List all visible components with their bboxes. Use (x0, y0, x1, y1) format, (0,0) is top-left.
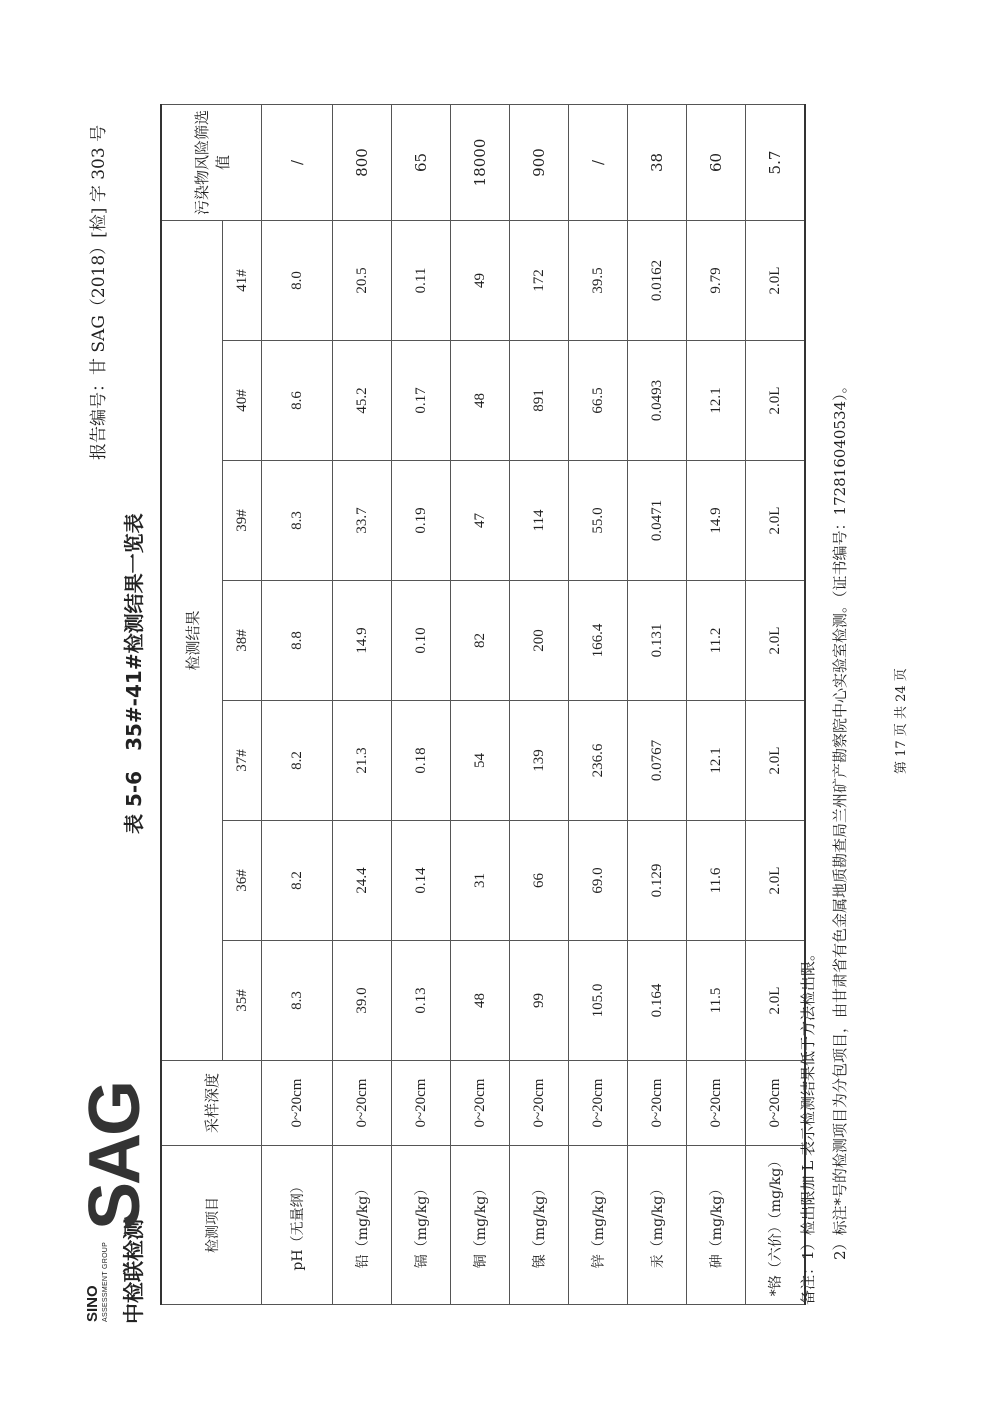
row-item: *铬（六价）（mg/kg） (746, 1146, 806, 1305)
row-value: 0.164 (628, 941, 687, 1061)
row-value: 48 (451, 341, 510, 461)
header-sample: 41# (223, 221, 262, 341)
row-value: 69.0 (569, 821, 628, 941)
note-2: 2）标注*号的检测项目为分包项目，由甘肃省有色金属地质勘查局兰州矿产勘察院中心实验室检测。（证书编号：172816040534）。 (831, 378, 849, 1305)
row-value: 20.5 (333, 221, 392, 341)
row-value: 0.19 (392, 461, 451, 581)
row-value: 66 (510, 821, 569, 941)
row-value: 2.0L (746, 581, 806, 701)
table-row (392, 105, 451, 1305)
row-value: 2.0L (746, 941, 806, 1061)
row-screening: 38 (628, 105, 687, 221)
row-depth: 0~20cm (746, 1061, 806, 1146)
row-value: 39.0 (333, 941, 392, 1061)
row-value: 21.3 (333, 701, 392, 821)
row-value: 114 (510, 461, 569, 581)
row-value: 0.14 (392, 821, 451, 941)
row-screening: 5.7 (746, 105, 806, 221)
header-sample: 36# (223, 821, 262, 941)
row-screening: 60 (687, 105, 746, 221)
row-value: 0.18 (392, 701, 451, 821)
row-value: 8.3 (262, 461, 333, 581)
row-value: 66.5 (569, 341, 628, 461)
row-value: 0.131 (628, 581, 687, 701)
row-item: 铜（mg/kg） (451, 1146, 510, 1305)
row-value: 82 (451, 581, 510, 701)
row-screening: / (569, 105, 628, 221)
page-number: 第 17 页 共 24 页 (894, 668, 909, 774)
report-number: 报告编号：甘 SAG（2018）[检] 字 303 号 (89, 124, 109, 460)
row-value: 0.10 (392, 581, 451, 701)
header-item: 检测项目 (161, 1146, 262, 1305)
table-row (262, 105, 333, 1305)
row-value: 14.9 (333, 581, 392, 701)
header-sample: 37# (223, 701, 262, 821)
row-value: 2.0L (746, 341, 806, 461)
row-value: 0.0767 (628, 701, 687, 821)
logo-sag: SAG (75, 1082, 155, 1230)
logo-group: ASSESSMENT GROUP (102, 1241, 109, 1322)
row-value: 200 (510, 581, 569, 701)
row-value: 139 (510, 701, 569, 821)
row-value: 0.11 (392, 221, 451, 341)
row-item: pH（无量纲） (262, 1146, 333, 1305)
row-value: 0.129 (628, 821, 687, 941)
header-sample: 40# (223, 341, 262, 461)
row-value: 8.6 (262, 341, 333, 461)
sag-logo (75, 1070, 155, 1330)
row-value: 14.9 (687, 461, 746, 581)
row-value: 48 (451, 941, 510, 1061)
row-value: 0.0493 (628, 341, 687, 461)
row-value: 12.1 (687, 341, 746, 461)
row-item: 锌（mg/kg） (569, 1146, 628, 1305)
row-depth: 0~20cm (628, 1061, 687, 1146)
row-depth: 0~20cm (687, 1061, 746, 1146)
row-value: 47 (451, 461, 510, 581)
row-value: 2.0L (746, 221, 806, 341)
table-row (333, 105, 392, 1305)
row-value: 8.2 (262, 821, 333, 941)
header-screening: 污染物风险筛选值 (161, 105, 262, 221)
row-value: 33.7 (333, 461, 392, 581)
row-screening: 800 (333, 105, 392, 221)
table-title: 表 5-6 35#-41#检测结果一览表 (122, 513, 146, 834)
row-item: 铅（mg/kg） (333, 1146, 392, 1305)
logo-cn: 中检联检测 (122, 1219, 146, 1324)
row-value: 11.6 (687, 821, 746, 941)
row-value: 55.0 (569, 461, 628, 581)
header-sample: 38# (223, 581, 262, 701)
row-item: 砷（mg/kg） (687, 1146, 746, 1305)
row-value: 9.79 (687, 221, 746, 341)
row-value: 49 (451, 221, 510, 341)
row-value: 99 (510, 941, 569, 1061)
row-value: 0.13 (392, 941, 451, 1061)
row-value: 39.5 (569, 221, 628, 341)
row-screening: 18000 (451, 105, 510, 221)
row-value: 236.6 (569, 701, 628, 821)
row-item: 镉（mg/kg） (392, 1146, 451, 1305)
row-value: 166.4 (569, 581, 628, 701)
row-depth: 0~20cm (569, 1061, 628, 1146)
row-value: 31 (451, 821, 510, 941)
row-screening: 900 (510, 105, 569, 221)
row-value: 45.2 (333, 341, 392, 461)
row-depth: 0~20cm (262, 1061, 333, 1146)
row-value: 12.1 (687, 701, 746, 821)
row-value: 24.4 (333, 821, 392, 941)
row-value: 8.8 (262, 581, 333, 701)
row-depth: 0~20cm (451, 1061, 510, 1146)
table-row (687, 105, 746, 1305)
row-value: 11.5 (687, 941, 746, 1061)
row-value: 8.3 (262, 941, 333, 1061)
row-depth: 0~20cm (333, 1061, 392, 1146)
row-value: 891 (510, 341, 569, 461)
row-value: 0.0162 (628, 221, 687, 341)
note-1: 备注：1）检出限加 L 表示检测结果低于方法检出限。 (799, 945, 817, 1305)
row-depth: 0~20cm (510, 1061, 569, 1146)
table-row (569, 105, 628, 1305)
table-row (451, 105, 510, 1305)
row-item: 汞（mg/kg） (628, 1146, 687, 1305)
row-value: 8.0 (262, 221, 333, 341)
header-results: 检测结果 (161, 221, 223, 1061)
row-value: 54 (451, 701, 510, 821)
notes (792, 378, 856, 1305)
row-screening: / (262, 105, 333, 221)
row-value: 0.17 (392, 341, 451, 461)
row-value: 105.0 (569, 941, 628, 1061)
logo-sino: SINO (84, 1285, 101, 1322)
row-value: 2.0L (746, 821, 806, 941)
table-row (510, 105, 569, 1305)
table-row (628, 105, 687, 1305)
row-item: 镍（mg/kg） (510, 1146, 569, 1305)
results-table (160, 104, 806, 1305)
row-value: 2.0L (746, 461, 806, 581)
row-value: 8.2 (262, 701, 333, 821)
header-sample: 35# (223, 941, 262, 1061)
row-value: 0.0471 (628, 461, 687, 581)
row-value: 11.2 (687, 581, 746, 701)
row-value: 2.0L (746, 701, 806, 821)
header-depth: 采样深度 (161, 1061, 262, 1146)
row-value: 172 (510, 221, 569, 341)
row-screening: 65 (392, 105, 451, 221)
row-depth: 0~20cm (392, 1061, 451, 1146)
header-sample: 39# (223, 461, 262, 581)
